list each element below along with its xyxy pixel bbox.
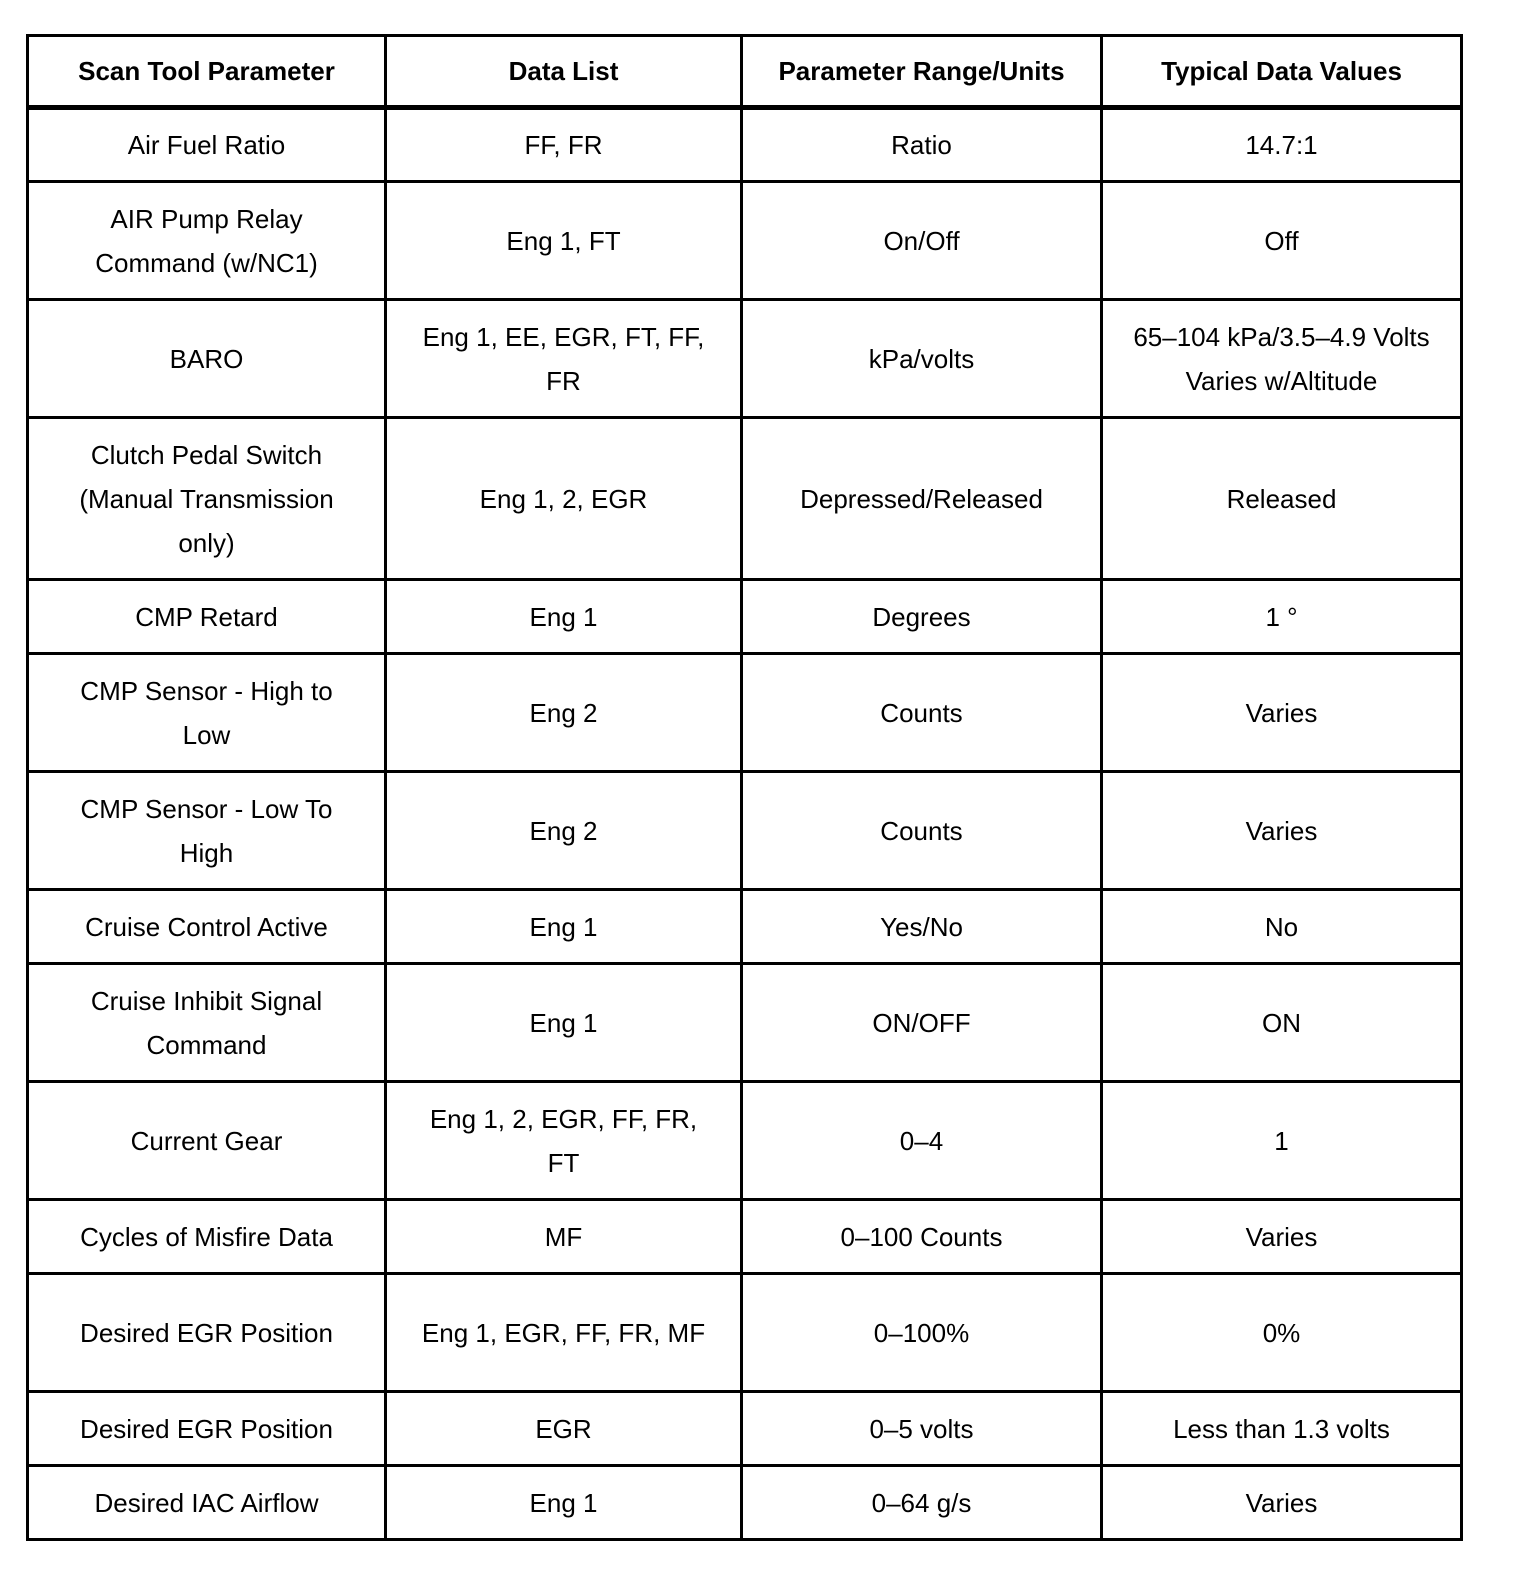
- cell-scan-tool-parameter: Clutch Pedal Switch (Manual Transmission only): [28, 418, 386, 580]
- cell-data-list: MF: [386, 1200, 742, 1274]
- cell-scan-tool-parameter: Air Fuel Ratio: [28, 108, 386, 182]
- cell-typical-data-values: Varies: [1102, 772, 1462, 890]
- cell-data-list: Eng 1, FT: [386, 182, 742, 300]
- cell-parameter-range-units: Counts: [742, 772, 1102, 890]
- cell-scan-tool-parameter: Desired EGR Position: [28, 1392, 386, 1466]
- cell-typical-data-values: 65–104 kPa/3.5–4.9 Volts Varies w/Altitude: [1102, 300, 1462, 418]
- table-row: [28, 772, 1462, 890]
- cell-data-list: FF, FR: [386, 108, 742, 182]
- table-row: [28, 1082, 1462, 1200]
- header-data-list: Data List: [386, 36, 742, 108]
- cell-parameter-range-units: Yes/No: [742, 890, 1102, 964]
- table-row: [28, 1466, 1462, 1540]
- table-row: [28, 418, 1462, 580]
- cell-typical-data-values: Varies: [1102, 1466, 1462, 1540]
- header-row: [28, 36, 1462, 108]
- cell-typical-data-values: Released: [1102, 418, 1462, 580]
- table-row: [28, 1274, 1462, 1392]
- cell-data-list: Eng 2: [386, 654, 742, 772]
- cell-parameter-range-units: kPa/volts: [742, 300, 1102, 418]
- cell-typical-data-values: 1: [1102, 1082, 1462, 1200]
- cell-scan-tool-parameter: CMP Sensor - High to Low: [28, 654, 386, 772]
- cell-typical-data-values: Varies: [1102, 1200, 1462, 1274]
- cell-data-list: Eng 1: [386, 580, 742, 654]
- table-row: [28, 1200, 1462, 1274]
- cell-scan-tool-parameter: BARO: [28, 300, 386, 418]
- table-row: [28, 182, 1462, 300]
- document-sheet: [26, 34, 1460, 1541]
- cell-scan-tool-parameter: CMP Retard: [28, 580, 386, 654]
- cell-data-list: Eng 1: [386, 1466, 742, 1540]
- cell-parameter-range-units: 0–64 g/s: [742, 1466, 1102, 1540]
- cell-typical-data-values: ON: [1102, 964, 1462, 1082]
- table-row: [28, 580, 1462, 654]
- cell-parameter-range-units: On/Off: [742, 182, 1102, 300]
- table-row: [28, 108, 1462, 182]
- cell-data-list: Eng 1, 2, EGR: [386, 418, 742, 580]
- cell-data-list: Eng 2: [386, 772, 742, 890]
- cell-data-list: Eng 1, EE, EGR, FT, FF, FR: [386, 300, 742, 418]
- cell-typical-data-values: 1 °: [1102, 580, 1462, 654]
- cell-data-list: EGR: [386, 1392, 742, 1466]
- cell-typical-data-values: Off: [1102, 182, 1462, 300]
- cell-scan-tool-parameter: Desired EGR Position: [28, 1274, 386, 1392]
- cell-typical-data-values: No: [1102, 890, 1462, 964]
- cell-data-list: Eng 1: [386, 964, 742, 1082]
- cell-typical-data-values: 14.7:1: [1102, 108, 1462, 182]
- cell-parameter-range-units: Ratio: [742, 108, 1102, 182]
- cell-parameter-range-units: 0–100%: [742, 1274, 1102, 1392]
- cell-scan-tool-parameter: Cruise Control Active: [28, 890, 386, 964]
- cell-parameter-range-units: 0–5 volts: [742, 1392, 1102, 1466]
- table-header: [28, 36, 1462, 108]
- table-row: [28, 1392, 1462, 1466]
- table-row: [28, 964, 1462, 1082]
- cell-parameter-range-units: ON/OFF: [742, 964, 1102, 1082]
- cell-typical-data-values: Varies: [1102, 654, 1462, 772]
- header-scan-tool-parameter: Scan Tool Parameter: [28, 36, 386, 108]
- cell-parameter-range-units: Counts: [742, 654, 1102, 772]
- cell-typical-data-values: 0%: [1102, 1274, 1462, 1392]
- table-body: [28, 108, 1462, 1540]
- cell-parameter-range-units: Depressed/Released: [742, 418, 1102, 580]
- cell-scan-tool-parameter: Current Gear: [28, 1082, 386, 1200]
- table-row: [28, 654, 1462, 772]
- cell-data-list: Eng 1, EGR, FF, FR, MF: [386, 1274, 742, 1392]
- cell-parameter-range-units: 0–100 Counts: [742, 1200, 1102, 1274]
- table-row: [28, 300, 1462, 418]
- header-parameter-range-units: Parameter Range/Units: [742, 36, 1102, 108]
- scan-tool-data-table: [26, 34, 1463, 1541]
- cell-data-list: Eng 1, 2, EGR, FF, FR, FT: [386, 1082, 742, 1200]
- cell-scan-tool-parameter: Cruise Inhibit Signal Command: [28, 964, 386, 1082]
- header-typical-data-values: Typical Data Values: [1102, 36, 1462, 108]
- cell-parameter-range-units: Degrees: [742, 580, 1102, 654]
- cell-data-list: Eng 1: [386, 890, 742, 964]
- cell-parameter-range-units: 0–4: [742, 1082, 1102, 1200]
- cell-scan-tool-parameter: Desired IAC Airflow: [28, 1466, 386, 1540]
- cell-scan-tool-parameter: Cycles of Misfire Data: [28, 1200, 386, 1274]
- table-row: [28, 890, 1462, 964]
- cell-scan-tool-parameter: AIR Pump Relay Command (w/NC1): [28, 182, 386, 300]
- cell-typical-data-values: Less than 1.3 volts: [1102, 1392, 1462, 1466]
- cell-scan-tool-parameter: CMP Sensor - Low To High: [28, 772, 386, 890]
